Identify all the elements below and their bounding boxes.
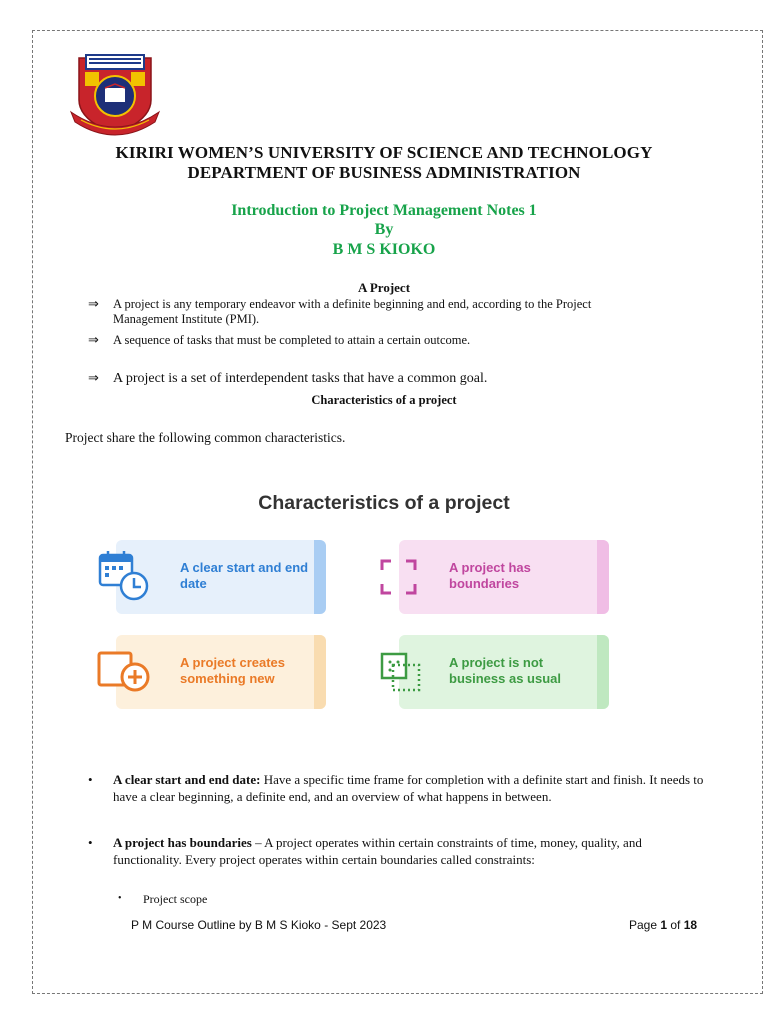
list-item: • A project has boundaries – A project operates within certain constraints of time, money, quality, and functionality. Every project operates within certain boundaries called constraints: (88, 835, 642, 867)
boundary-corners-icon (379, 558, 419, 596)
calendar-clock-icon (97, 550, 153, 604)
bullet-icon: • (88, 772, 93, 787)
section-heading-project: A Project (357, 280, 411, 295)
section-heading-characteristics: Characteristics of a project (311, 393, 457, 407)
double-arrow-icon: ⇒ (88, 371, 99, 386)
project-definition-item: ⇒ A project is any temporary endeavor with a definite beginning and end, according to the Project Management Institute (PMI). (88, 297, 592, 326)
card-boundaries: A project has boundaries (399, 540, 609, 614)
sub-list-item: • Project scope (118, 892, 208, 906)
document-title: Introduction to Project Management Notes 1 (231, 202, 537, 219)
university-name: KIRIRI WOMEN’S UNIVERSITY OF SCIENCE AND TECHNOLOGY (115, 143, 653, 162)
characteristics-intro: Project share the following common characteristics. (65, 430, 346, 445)
card-clear-start-end: A clear start and end date (116, 540, 326, 614)
list-item: • A clear start and end date: Have a specific time frame for completion with a definite start and finish. It needs to have a clear beginning, a definite end, and an overview of what happens in between. (88, 772, 704, 804)
title-by: By (374, 221, 394, 238)
project-definition-item: ⇒ A project is a set of interdependent tasks that have a common goal. (88, 371, 488, 386)
university-logo (67, 50, 163, 140)
department-name: DEPARTMENT OF BUSINESS ADMINISTRATION (187, 163, 581, 182)
bullet-icon: • (118, 893, 122, 904)
project-definition-item: ⇒ A sequence of tasks that must be completed to attain a certain outcome. (88, 333, 471, 348)
bullet-icon: • (88, 835, 93, 850)
footer-page-number: Page 1 of 18 (629, 918, 698, 932)
footer-course-outline: P M Course Outline by B M S Kioko - Sept 2023 (131, 918, 387, 932)
author-name: B M S KIOKO (332, 241, 436, 258)
infographic-title: Characteristics of a project (258, 492, 510, 514)
double-arrow-icon: ⇒ (88, 333, 99, 348)
double-arrow-icon: ⇒ (88, 297, 99, 312)
dotted-squares-icon (379, 651, 423, 693)
card-creates-new: A project creates something new (116, 635, 326, 709)
card-not-business-as-usual: A project is not business as usual (399, 635, 609, 709)
square-plus-icon (96, 650, 154, 692)
